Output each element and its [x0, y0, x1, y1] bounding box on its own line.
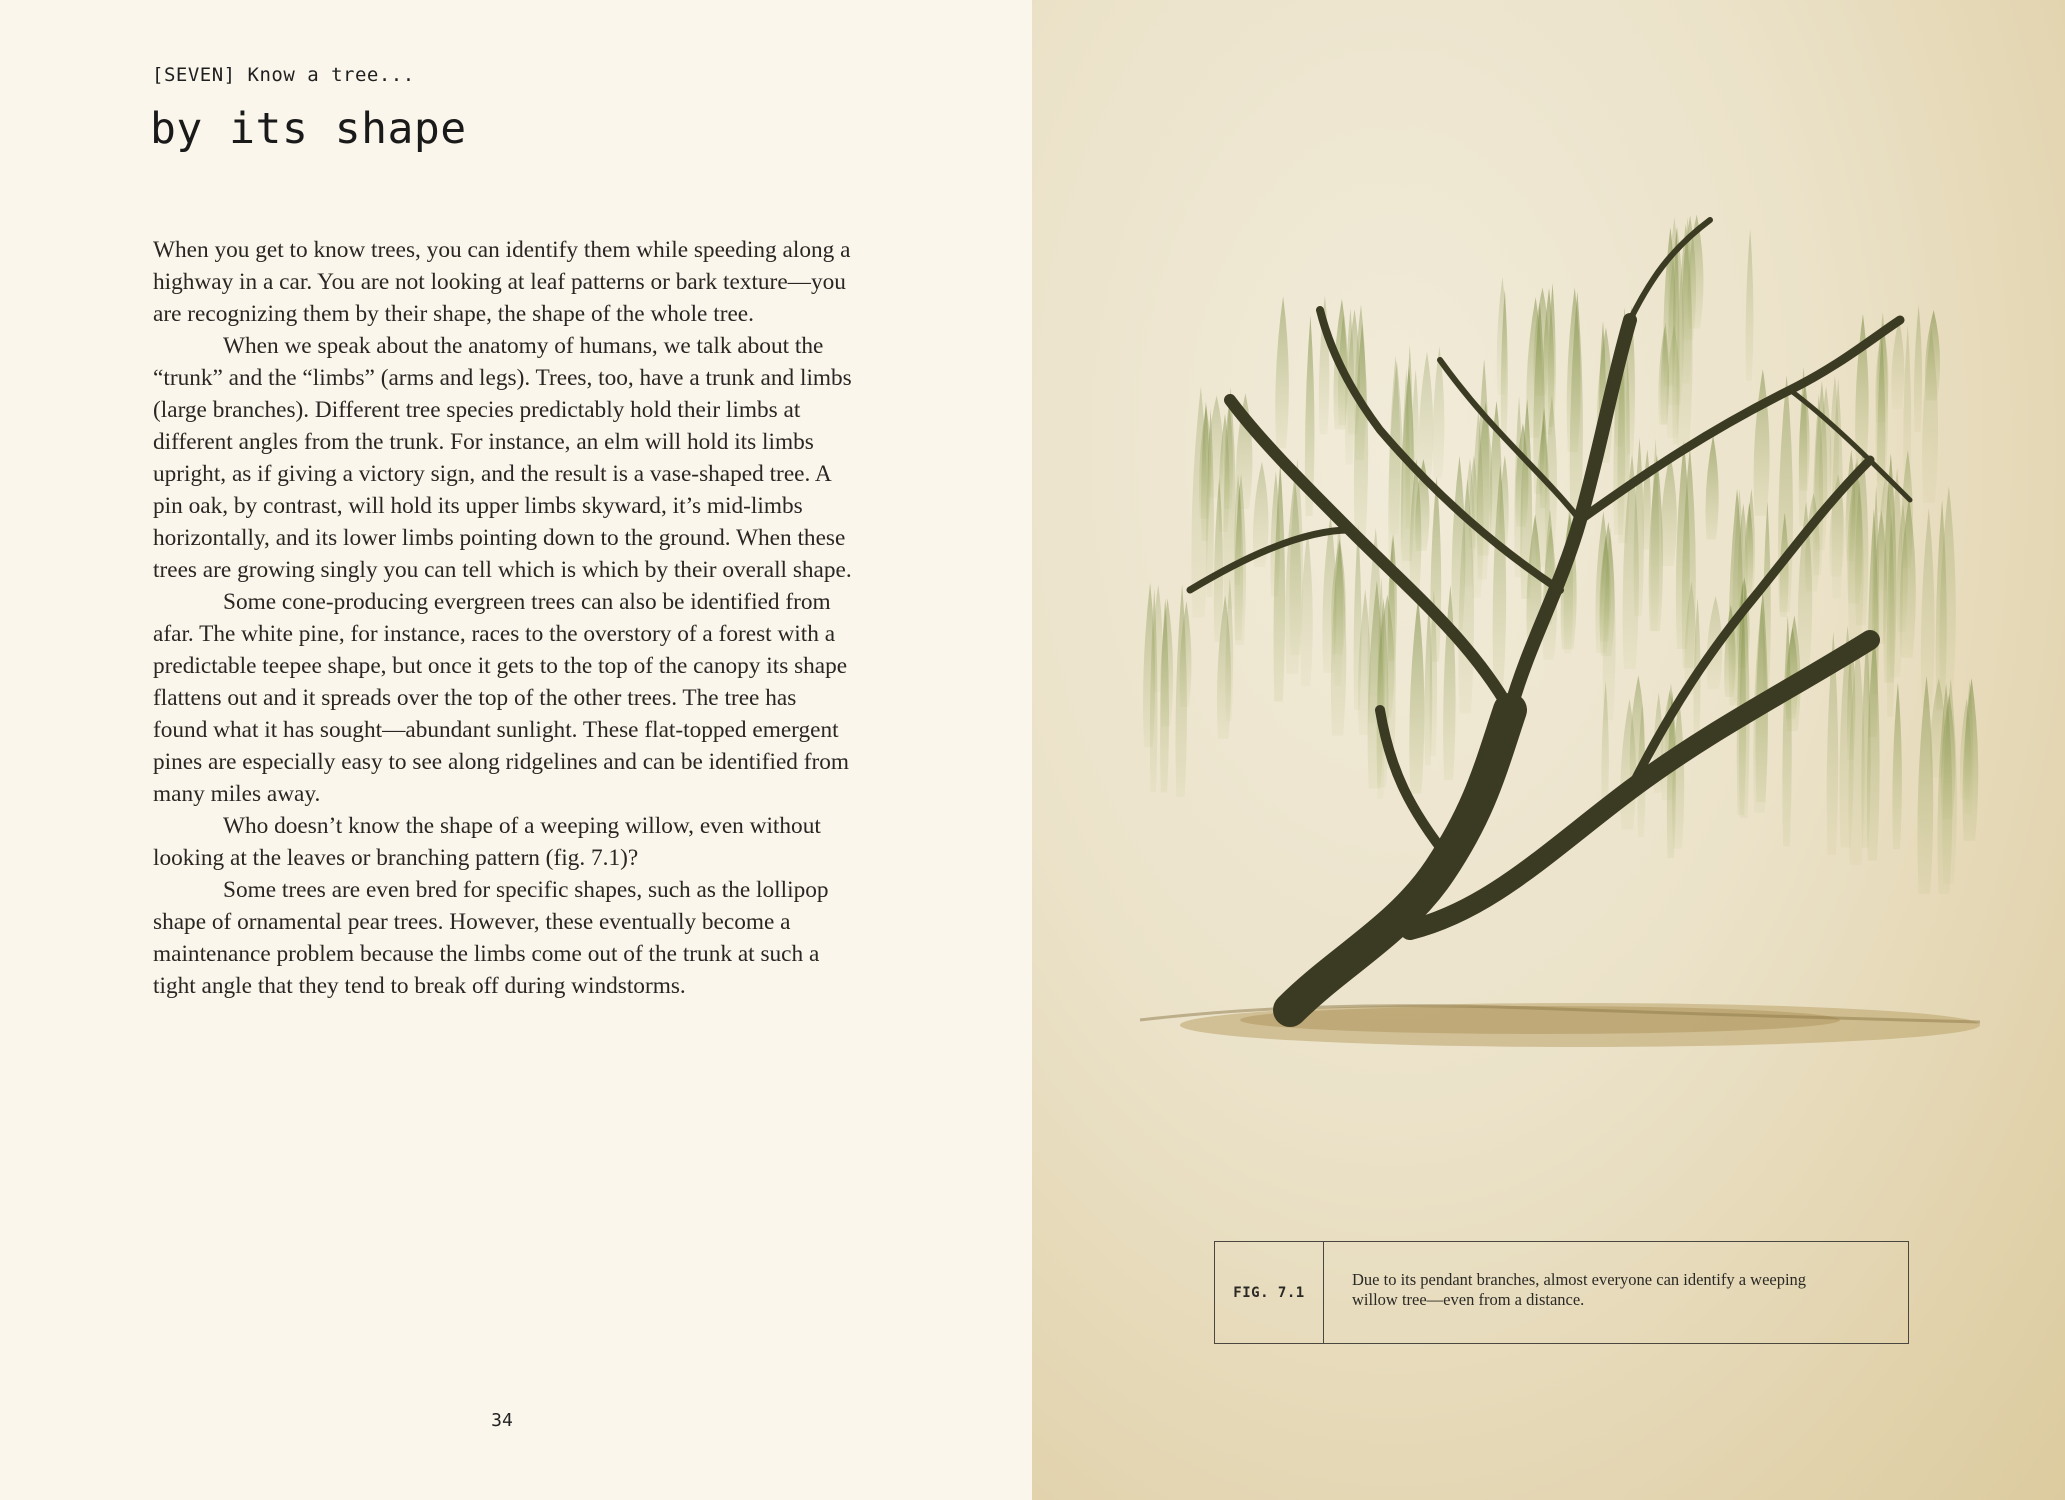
ground-shadow — [1140, 1003, 1980, 1047]
paragraph-1: When you get to know trees, you can identify them while speeding along a highway in a car. You are not looking at leaf patterns or bark texture—you are recognizing them by their shape, the shape of the whole tree. — [153, 237, 851, 327]
left-page — [0, 0, 1032, 1500]
foliage-strand — [1275, 296, 1289, 448]
body-text — [153, 234, 853, 1002]
foliage-strand — [1705, 435, 1718, 539]
caption-text: Due to its pendant branches, almost everyone can identify a weeping willow tree—even from a distance. — [1352, 1270, 1807, 1309]
paragraph-2: When we speak about the anatomy of humans, we talk about the “trunk” and the “limbs” (arms and legs). Trees, too, have a trunk and limbs (large branches). Different tree species predictably hold their limbs at different angles from the trunk. For instance, an elm will hold its limbs upright, as if giving a victory sign, and the result is a vase-shaped tree. A pin oak, by contrast, will hold its upper limbs skyward, it’s mid-limbs horizontally, and its lower limbs pointing down to the ground. When these trees are growing singly you can tell which is which by their overall shape. — [153, 333, 852, 583]
foliage-strand — [1649, 455, 1663, 631]
figure-caption — [1214, 1241, 1909, 1344]
foliage-strand — [1334, 518, 1343, 686]
foliage-strand — [1388, 361, 1403, 576]
foliage-strand — [1754, 369, 1770, 516]
foliage-strand — [1892, 682, 1902, 849]
page-number: 34 — [491, 1410, 513, 1431]
chapter-label: [SEVEN] Know a tree... — [152, 64, 415, 86]
foliage-strand — [1963, 678, 1979, 841]
foliage-strand — [1643, 449, 1651, 549]
foliage-strand — [1746, 229, 1754, 381]
paragraph-3: Some cone-producing evergreen trees can also be identified from afar. The white pine, for instance, races to the overstory of a forest with a predictable teepee shape, but once it gets to the top of the canopy its shape flattens out and it spreads over the top of the other trees. The tree has found what it has sought—abundant sunlight. These flat-topped emergent pines are especially easy to see along ridgelines and can be identified from many miles away. — [153, 589, 850, 807]
foliage-strand — [1409, 598, 1424, 794]
foliage-strand — [1914, 305, 1922, 432]
figure-label: FIG. 7.1 — [1215, 1242, 1324, 1343]
foliage-strand — [1419, 352, 1434, 486]
foliage-strand — [1661, 454, 1677, 566]
page-title: by its shape — [150, 104, 467, 154]
foliage-strand — [1207, 396, 1223, 498]
foliage-strand — [1846, 450, 1856, 561]
paragraph-5: Some trees are even bred for specific shapes, such as the lollipop shape of ornamental pear trees. However, these eventually become a maintenance problem because the limbs come out of the trunk at such a tight angle that they tend to break off during windstorms. — [153, 877, 829, 999]
willow-foliage — [1143, 215, 1978, 894]
paragraph-4: Who doesn’t know the shape of a weeping willow, even without looking at the leaves or branching pattern (fig. 7.1)? — [153, 813, 821, 871]
foliage-strand — [1891, 319, 1904, 410]
weeping-willow-illustration — [1110, 170, 1990, 1070]
foliage-strand — [1921, 508, 1935, 708]
